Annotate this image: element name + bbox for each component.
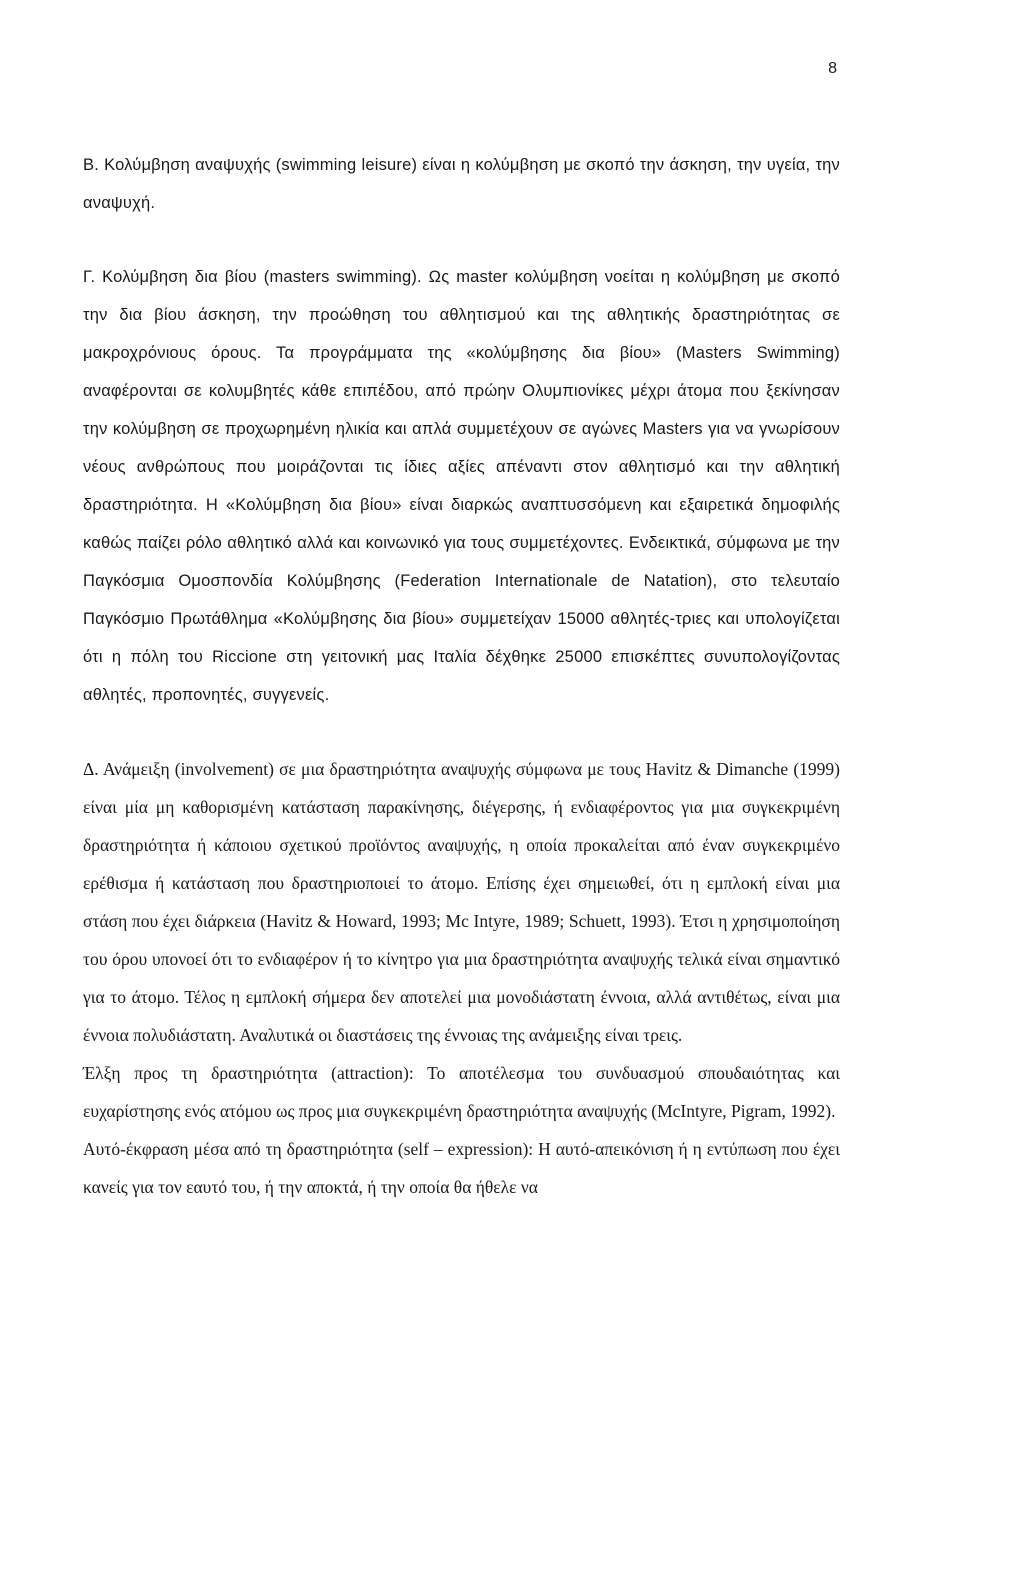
document-body: [83, 146, 840, 1206]
paragraph-self-expression: Αυτό-έκφραση μέσα από τη δραστηριότητα (self – expression): Η αυτό-απεικόνιση ή η εντύπωση που έχει κανείς για τον εαυτό του, ή την αποκτά, ή την οποία θα ήθελε να: [83, 1139, 840, 1197]
paragraph-involvement: Δ. Ανάμειξη (involvement) σε μια δραστηριότητα αναψυχής σύμφωνα με τους Havitz & Dimanche (1999) είναι μία μη καθορισμένη κατάσταση παρακίνησης, διέγερσης, ή ενδιαφέροντος για μια συγκεκριμένη δραστηριότητα ή κάποιου σχετικού προϊόντος αναψυχής, η οποία προκαλείται από έναν συγκεκριμένο ερέθισμα ή κατάσταση που δραστηριοποιεί το άτομο. Επίσης έχει σημειωθεί, ότι η εμπλοκή είναι μια στάση που έχει διάρκεια (Havitz & Howard, 1993; Mc Intyre, 1989; Schuett, 1993). Έτσι η χρησιμοποίηση του όρου υπονοεί ότι το ενδιαφέρον ή το κίνητρο για μια δραστηριότητα αναψυχής τελικά είναι σημαντικό για το άτομο. Τέλος η εμπλοκή σήμερα δεν αποτελεί μια μονοδιάστατη έννοια, αλλά αντιθέτως, είναι μια έννοια πολυδιάστατη. Αναλυτικά οι διαστάσεις της έννοιας της ανάμειξης είναι τρεις.: [83, 759, 840, 1045]
paragraph-attraction: Έλξη προς τη δραστηριότητα (attraction): Το αποτέλεσμα του συνδυασμού σπουδαιότητας και ευχαρίστησης ενός ατόμου ως προς μια συγκεκριμένη δραστηριότητα αναψυχής (McIntyre, Pigram, 1992).: [83, 1063, 840, 1121]
paragraph-masters-swimming: Γ. Κολύμβηση δια βίου (masters swimming). Ως master κολύμβηση νοείται η κολύμβηση με σκοπό την δια βίου άσκηση, την προώθηση του αθλητισμού και της αθλητικής δραστηριότητας σε μακροχρόνιους όρους. Τα προγράμματα της «κολύμβησης δια βίου» (Masters Swimming) αναφέρονται σε κολυμβητές κάθε επιπέδου, από πρώην Ολυμπιονίκες μέχρι άτομα που ξεκίνησαν την κολύμβηση σε προχωρημένη ηλικία και απλά συμμετέχουν σε αγώνες Masters για να γνωρίσουν νέους ανθρώπους που μοιράζονται τις ίδιες αξίες απέναντι στον αθλητισμό και την αθλητική δραστηριότητα. Η «Κολύμβηση δια βίου» είναι διαρκώς αναπτυσσόμενη και εξαιρετικά δημοφιλής καθώς παίζει ρόλο αθλητικό αλλά και κοινωνικό για τους συμμετέχοντες. Ενδεικτικά, σύμφωνα με την Παγκόσμια Ομοσπονδία Κολύμβησης (Federation Internationale de Natation), στο τελευταίο Παγκόσμιο Πρωτάθλημα «Κολύμβησης δια βίου» συμμετείχαν 15000 αθλητές-τριες και υπολογίζεται ότι η πόλη του Riccione στη γειτονική μας Ιταλία δέχθηκε 25000 επισκέπτες συνυπολογίζοντας αθλητές, προπονητές, συγγενείς.: [83, 268, 840, 704]
page-number: 8: [828, 60, 838, 77]
paragraph-swimming-leisure: Β. Κολύμβηση αναψυχής (swimming leisure) είναι η κολύμβηση με σκοπό την άσκηση, την υγεία, την αναψυχή.: [83, 156, 840, 212]
